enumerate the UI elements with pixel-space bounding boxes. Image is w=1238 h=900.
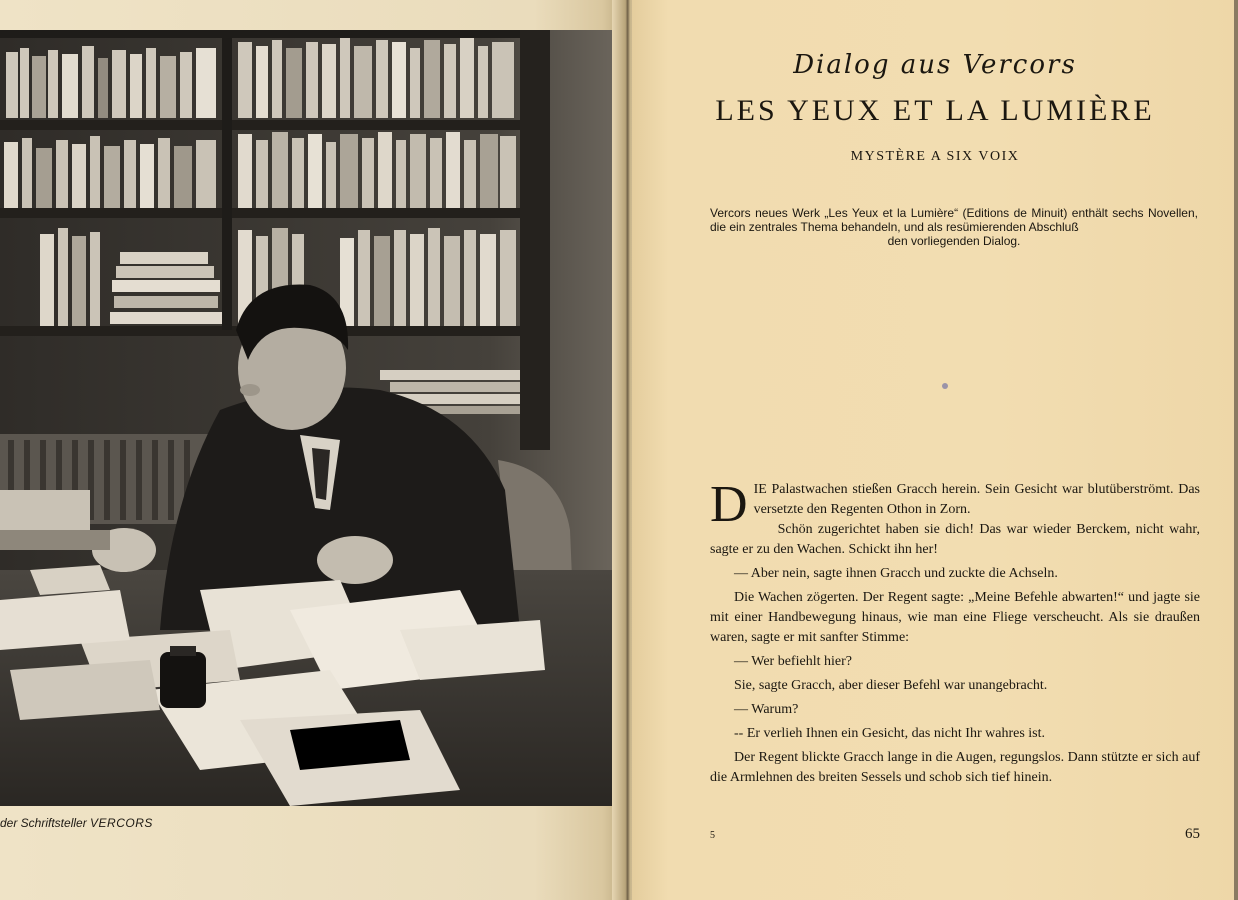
paper-speck bbox=[942, 383, 948, 389]
paragraph: — Aber nein, sagte ihnen Gracch und zuckte die Achseln. bbox=[734, 566, 1058, 581]
article-kicker: Dialog aus Vercors bbox=[793, 50, 1077, 80]
article-subtitle: MYSTÈRE A SIX VOIX bbox=[850, 149, 1020, 164]
intro-last-line: den vorliegenden Dialog. bbox=[887, 234, 1021, 248]
paragraph: Die Wachen zögerten. Der Regent sagte: „Meine Befehle abwarten!“ und jagte sie mit einer Handbewegung hinaus, wie man eine Fliege verscheucht. Als sie draußen waren, sagte er mit sanfter Stimme: bbox=[710, 590, 1200, 645]
right-page bbox=[632, 0, 1238, 900]
caption-prefix: der Schriftsteller bbox=[0, 816, 91, 830]
paragraph-text: IE Palastwachen stießen Gracch herein. Sein Gesicht war blutüberströmt. Das versetzte den Regenten Othon in Zorn. bbox=[753, 482, 1200, 517]
article-body bbox=[710, 476, 1200, 792]
paragraph: — Warum? bbox=[734, 702, 799, 717]
author-photo bbox=[0, 30, 612, 806]
photo-caption bbox=[0, 816, 153, 830]
paragraph bbox=[710, 476, 1200, 533]
paragraph: Schön zugerichtet haben sie dich! Das war wieder Berckem, nicht wahr, sagte er zu den Wachen. Schickt ihn her! bbox=[710, 522, 1200, 557]
caption-name: VERCORS bbox=[90, 816, 153, 830]
paragraph: -- Er verlieh Ihnen ein Gesicht, das nicht Ihr wahres ist. bbox=[734, 726, 1046, 741]
paragraph: — Wer befiehlt hier? bbox=[734, 654, 852, 669]
intro-text bbox=[710, 206, 1198, 248]
drop-cap: D bbox=[710, 476, 748, 533]
article-title: LES YEUX ET LA LUMIÈRE bbox=[715, 94, 1155, 127]
intro-body: Vercors neues Werk „Les Yeux et la Lumière“ (Editions de Minuit) enthält sechs Novellen, die ein zentrales Thema behandeln, und als resümierenden Abschluß bbox=[710, 206, 1198, 234]
inkwell bbox=[160, 646, 206, 708]
page-edge bbox=[1234, 0, 1238, 900]
paragraph: Der Regent blickte Gracch lange in die Augen, regungslos. Dann stützte er sich auf die Armlehnen des breiten Sessels und schob sich tief hinein. bbox=[710, 750, 1200, 785]
signature-mark: 5 bbox=[710, 830, 715, 841]
page-number: 65 bbox=[1185, 826, 1200, 842]
paragraph: Sie, sagte Gracch, aber dieser Befehl war unangebracht. bbox=[734, 678, 1048, 693]
